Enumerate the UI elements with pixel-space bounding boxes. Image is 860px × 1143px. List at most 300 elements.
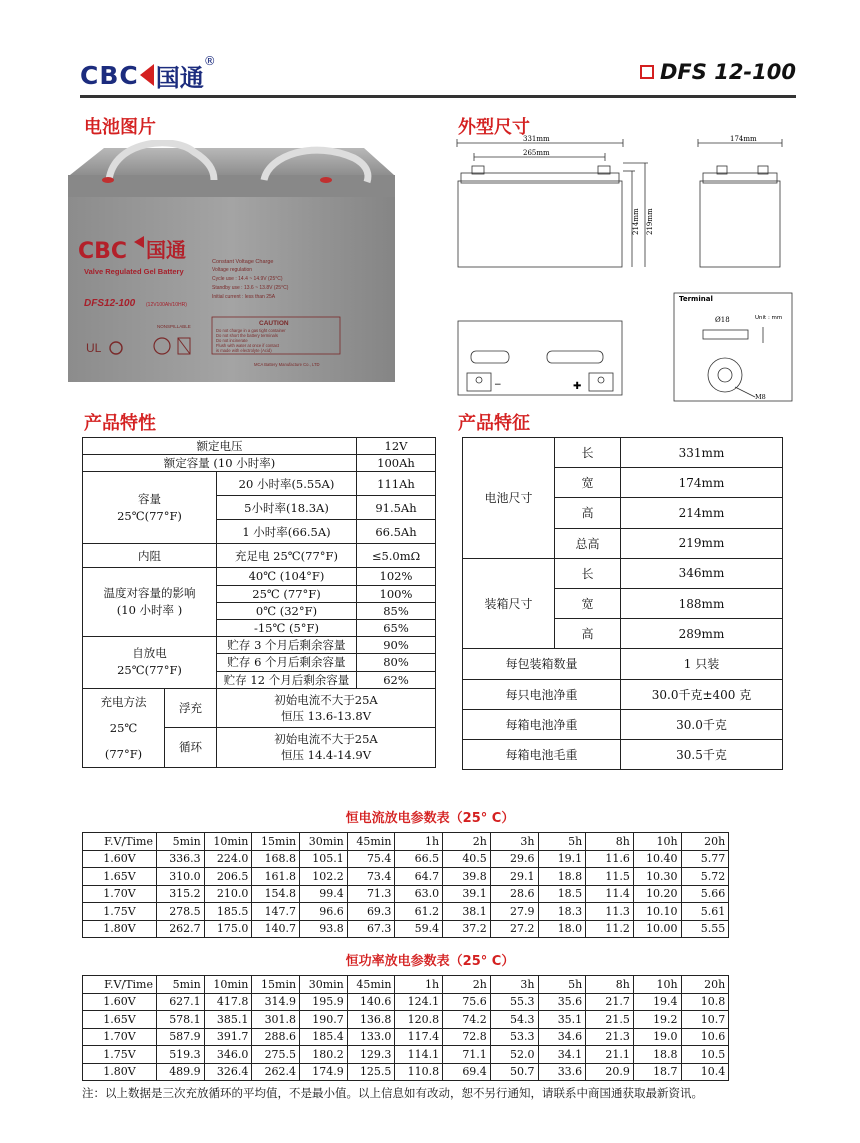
terminal-drawing [703, 327, 763, 397]
caution-title: CAUTION [259, 320, 289, 327]
table-cell: 贮存 12 个月后剩余容量 [217, 671, 357, 688]
table-row [463, 438, 783, 468]
table-cell: 29.1 [490, 868, 538, 886]
table-cell: 39.8 [443, 868, 491, 886]
table-cell: 54.3 [490, 1011, 538, 1029]
table-row [83, 850, 777, 868]
table-cell: 10.5 [681, 1046, 729, 1064]
table-cell: 34.1 [538, 1046, 586, 1064]
table-cell: 1.75V [83, 1046, 157, 1064]
table-cell: 25℃ (77°F) [217, 585, 357, 602]
table-cell: 1.75V [83, 903, 157, 921]
table-cell: 66.5Ah [357, 520, 436, 544]
table-cell: 循环 [165, 727, 217, 767]
table-cell: 102% [357, 568, 436, 585]
table-cell: 11.4 [586, 885, 634, 903]
table-cell: 27.2 [490, 920, 538, 938]
photo-brand-cn: 国通 [146, 238, 186, 262]
table-row [83, 438, 436, 455]
cycle-line-1: 初始电流不大于25A [274, 732, 378, 747]
table-cell: 175.0 [204, 920, 252, 938]
table-cell: 10.20 [633, 885, 681, 903]
table-cell: 346mm [621, 558, 783, 588]
table-cell: 21.1 [586, 1046, 634, 1064]
power-discharge-table [82, 975, 777, 1081]
table-cell: 10.40 [633, 850, 681, 868]
front-view [457, 139, 648, 267]
caution-line-5: is made with electrolyte (Acid) [216, 348, 272, 353]
features-table [82, 437, 436, 768]
charge-method-label-cell [83, 688, 165, 767]
table-header-cell: 10min [204, 833, 252, 851]
table-cell: 1.80V [83, 1063, 157, 1081]
table-cell: 18.3 [538, 903, 586, 921]
table-cell: 219mm [621, 528, 783, 558]
table-cell: 262.4 [252, 1063, 300, 1081]
height-label: 214mm [632, 208, 640, 235]
table-cell: 125.5 [347, 1063, 395, 1081]
registered-mark: ® [203, 54, 216, 68]
capacity-temp: 25℃(77°F) [117, 508, 182, 523]
header-divider [80, 95, 796, 98]
table-cell: 578.1 [157, 1011, 205, 1029]
table-header-cell: 20h [681, 976, 729, 994]
table-cell: 289mm [621, 619, 783, 649]
table-cell: 100Ah [357, 455, 436, 472]
table-cell: 336.3 [157, 850, 205, 868]
side-view [698, 139, 782, 267]
terminal-box [674, 293, 792, 401]
table-header-cell: 3h [490, 976, 538, 994]
table-cell: 19.1 [538, 850, 586, 868]
nonspillable-label: NONSPILLABLE [157, 324, 191, 329]
table-cell: 35.6 [538, 993, 586, 1011]
table-cell: 1 小时率(66.5A) [217, 520, 357, 544]
table-cell: 140.7 [252, 920, 300, 938]
top-view [458, 321, 622, 395]
table-row [83, 568, 436, 585]
table-cell: 114.1 [395, 1046, 443, 1064]
capacity-label: 容量 [138, 491, 161, 506]
table-cell: 21.7 [586, 993, 634, 1011]
table-cell: 55.3 [490, 993, 538, 1011]
footnote: 注：以上数据是三次充放循环的平均值，不是最小值。以上信息如有改动，恕不另行通知，请联系中商国通获取最新资讯。 [82, 1086, 703, 1100]
table-cell: 30.0千克 [621, 709, 783, 739]
table-cell: ≤5.0mΩ [357, 544, 436, 568]
photo-subtitle: Valve Regulated Gel Battery [84, 267, 184, 276]
table-header-cell: 2h [443, 976, 491, 994]
table-header-cell: 30min [300, 976, 348, 994]
table-cell: 贮存 6 个月后剩余容量 [217, 654, 357, 671]
table-header-cell: 30min [300, 833, 348, 851]
table-header-cell: 1h [395, 833, 443, 851]
table-cell: 19.0 [633, 1028, 681, 1046]
table-cell: 331mm [621, 438, 783, 468]
table-cell: 1.65V [83, 1011, 157, 1029]
table-cell: 1.65V [83, 868, 157, 886]
table-cell: 37.2 [443, 920, 491, 938]
table-cell: 85% [357, 602, 436, 619]
table-header-cell: 8h [586, 976, 634, 994]
charge-method-temp-f: (77°F) [104, 746, 143, 761]
table-cell: 71.3 [347, 885, 395, 903]
charge-method-temp: 25℃ [109, 720, 138, 735]
table-cell: -15℃ (5°F) [217, 619, 357, 636]
photo-model: DFS12-100 [84, 298, 136, 309]
table-cell: 69.4 [443, 1063, 491, 1081]
table-cell: 188mm [621, 588, 783, 618]
photo-standby: Standby use : 13.6 ~ 13.8V (25°C) [212, 285, 289, 291]
table-row [83, 885, 777, 903]
photo-charge-title: Constant Voltage Charge [212, 259, 274, 265]
self-discharge-label-cell [83, 637, 217, 689]
table-cell: 40℃ (104°F) [217, 568, 357, 585]
table-cell: 224.0 [204, 850, 252, 868]
table-cell: 301.8 [252, 1011, 300, 1029]
float-cell [217, 688, 436, 727]
table-cell: 20.9 [586, 1063, 634, 1081]
table-header-cell: F.V/Time [83, 833, 157, 851]
table-cell: 21.3 [586, 1028, 634, 1046]
table-cell: 65% [357, 619, 436, 636]
self-discharge-label: 自放电 [132, 646, 167, 661]
table-cell: 278.5 [157, 903, 205, 921]
table-cell: 66.5 [395, 850, 443, 868]
table-cell: 10.4 [681, 1063, 729, 1081]
table-cell: 50.7 [490, 1063, 538, 1081]
table-header-row [83, 833, 777, 851]
table-cell: 262.7 [157, 920, 205, 938]
table-cell: 1.80V [83, 920, 157, 938]
table-header-cell: 45min [347, 976, 395, 994]
dimension-drawings [455, 135, 795, 405]
float-line-1: 初始电流不大于25A [274, 692, 378, 707]
table-cell: 120.8 [395, 1011, 443, 1029]
table-cell: 11.2 [586, 920, 634, 938]
table-cell: 19.2 [633, 1011, 681, 1029]
table-cell: 29.6 [490, 850, 538, 868]
table-cell: 168.8 [252, 850, 300, 868]
table-cell: 73.4 [347, 868, 395, 886]
checkbox-square-icon [640, 65, 654, 79]
photo-cycle: Cycle use : 14.4 ~ 14.9V (25°C) [212, 276, 283, 282]
photo-brand: CBC [78, 239, 128, 264]
capacity-label-cell [83, 472, 217, 544]
table-cell: 1.70V [83, 885, 157, 903]
table-row [463, 709, 783, 739]
table-cell: 346.0 [204, 1046, 252, 1064]
caution-line-4: Flush with water at once if contact [216, 343, 280, 348]
table-cell: 长 [555, 438, 621, 468]
table-cell: 206.5 [204, 868, 252, 886]
dims-section-title: 外型尺寸 [458, 117, 530, 138]
table-header-cell: 10min [204, 976, 252, 994]
table-cell: 11.6 [586, 850, 634, 868]
table-header-cell: 20h [681, 833, 729, 851]
table-row [83, 455, 436, 472]
table-header-cell: 8h [586, 833, 634, 851]
table-cell: 519.3 [157, 1046, 205, 1064]
table-row [463, 558, 783, 588]
table-header-row [83, 976, 777, 994]
table-cell: 0℃ (32°F) [217, 602, 357, 619]
table-cell: 140.6 [347, 993, 395, 1011]
table-cell: 30.5千克 [621, 739, 783, 769]
model-title: DFS 12-100 [660, 60, 796, 84]
total-height-label: 219mm [646, 208, 654, 235]
terminal-dia-label: Ø18 [715, 316, 730, 324]
table-cell: 75.6 [443, 993, 491, 1011]
table-cell: 417.8 [204, 993, 252, 1011]
len-label: 331mm [523, 135, 550, 143]
table-cell: 12V [357, 438, 436, 455]
table-cell: 111Ah [357, 472, 436, 496]
table-cell: 52.0 [490, 1046, 538, 1064]
power-table-title: 恒功率放电参数表（25° C） [345, 954, 515, 969]
table-cell: 高 [555, 619, 621, 649]
table-cell: 21.5 [586, 1011, 634, 1029]
table-cell: 110.8 [395, 1063, 443, 1081]
table-cell: 75.4 [347, 850, 395, 868]
table-cell: 27.9 [490, 903, 538, 921]
table-cell: 10.8 [681, 993, 729, 1011]
current-table-body [83, 833, 777, 938]
table-cell: 90% [357, 637, 436, 654]
table-cell: 内阻 [83, 544, 217, 568]
table-cell: 33.6 [538, 1063, 586, 1081]
table-cell: 63.0 [395, 885, 443, 903]
table-cell: 5.66 [681, 885, 729, 903]
table-cell: 96.6 [300, 903, 348, 921]
table-cell: 69.3 [347, 903, 395, 921]
logo-text: CBC [80, 60, 139, 90]
unit-label: Unit : mm [755, 315, 783, 321]
table-cell: 185.5 [204, 903, 252, 921]
table-cell: 180.2 [300, 1046, 348, 1064]
table-row [83, 1063, 777, 1081]
table-row [83, 868, 777, 886]
table-cell: 18.5 [538, 885, 586, 903]
table-cell: 161.8 [252, 868, 300, 886]
table-cell: 326.4 [204, 1063, 252, 1081]
table-row [83, 544, 436, 568]
table-cell: 5.77 [681, 850, 729, 868]
table-cell: 18.7 [633, 1063, 681, 1081]
table-cell: 1.60V [83, 993, 157, 1011]
battery-photo [64, 140, 401, 385]
table-cell: 385.1 [204, 1011, 252, 1029]
table-cell: 489.9 [157, 1063, 205, 1081]
table-cell: 高 [555, 498, 621, 528]
table-cell: 每包装箱数量 [463, 649, 621, 679]
table-cell: 67.3 [347, 920, 395, 938]
table-cell: 10.00 [633, 920, 681, 938]
temp-effect-label-cell [83, 568, 217, 637]
charge-method-label: 充电方法 [100, 694, 147, 709]
photo-section-title: 电池图片 [84, 117, 156, 138]
table-cell: 18.0 [538, 920, 586, 938]
caution-line-1: Do not charge in a gas tight container [216, 328, 286, 333]
table-cell: 18.8 [633, 1046, 681, 1064]
table-cell: 314.9 [252, 993, 300, 1011]
table-header-cell: 15min [252, 976, 300, 994]
table-cell: 11.5 [586, 868, 634, 886]
table-cell: 310.0 [157, 868, 205, 886]
table-cell: 38.1 [443, 903, 491, 921]
bolt-label: M8 [755, 393, 766, 401]
cycle-cell [217, 727, 436, 767]
table-cell: 105.1 [300, 850, 348, 868]
table-cell: 34.6 [538, 1028, 586, 1046]
table-header-cell: 5h [538, 976, 586, 994]
minus-icon: − [494, 380, 502, 390]
table-cell: 19.4 [633, 993, 681, 1011]
table-row [83, 1046, 777, 1064]
current-table-title: 恒电流放电参数表（25° C） [345, 811, 515, 826]
table-cell: 贮存 3 个月后剩余容量 [217, 637, 357, 654]
table-header-cell: 10h [633, 833, 681, 851]
table-cell: 1.70V [83, 1028, 157, 1046]
table-cell: 391.7 [204, 1028, 252, 1046]
table-cell: 40.5 [443, 850, 491, 868]
table-cell: 99.4 [300, 885, 348, 903]
photo-initial: Initial current : less than 25A [212, 294, 276, 300]
photo-model-rating: (12V100Ah/10HR) [146, 302, 187, 308]
table-cell: 每只电池净重 [463, 679, 621, 709]
logo-arrow-icon [140, 64, 154, 86]
temp-effect-sub: (10 小时率 ) [116, 603, 183, 618]
len-inner-label: 265mm [523, 149, 550, 157]
table-cell: 147.7 [252, 903, 300, 921]
table-row [83, 637, 436, 654]
table-cell: 浮充 [165, 688, 217, 727]
plus-icon: ✚ [573, 381, 582, 392]
table-cell: 129.3 [347, 1046, 395, 1064]
table-cell: 62% [357, 671, 436, 688]
float-line-2: 恒压 13.6-13.8V [280, 708, 372, 723]
temp-effect-label: 温度对容量的影响 [103, 586, 196, 601]
table-cell: 总高 [555, 528, 621, 558]
table-row [83, 993, 777, 1011]
table-row [463, 649, 783, 679]
table-cell: 71.1 [443, 1046, 491, 1064]
table-cell: 10.6 [681, 1028, 729, 1046]
table-header-cell: 3h [490, 833, 538, 851]
table-cell: 20 小时率(5.55A) [217, 472, 357, 496]
table-cell: 每箱电池净重 [463, 709, 621, 739]
table-cell: 136.8 [347, 1011, 395, 1029]
table-cell: 133.0 [347, 1028, 395, 1046]
table-cell: 124.1 [395, 993, 443, 1011]
table-cell: 10.7 [681, 1011, 729, 1029]
table-row [83, 688, 436, 727]
photo-maker: MCA Battery Manufacture Co., LTD [254, 362, 320, 367]
table-cell: 5.72 [681, 868, 729, 886]
width-label: 174mm [730, 135, 757, 143]
logo-cn: 国通 [155, 63, 204, 92]
power-table-body [83, 976, 777, 1081]
table-cell: 10.30 [633, 868, 681, 886]
table-cell: 宽 [555, 468, 621, 498]
table-row [83, 903, 777, 921]
table-cell: 1.60V [83, 850, 157, 868]
table-cell: 61.2 [395, 903, 443, 921]
table-row [83, 920, 777, 938]
table-cell: 210.0 [204, 885, 252, 903]
table-cell: 102.2 [300, 868, 348, 886]
table-header-cell: 45min [347, 833, 395, 851]
table-cell: 额定电压 [83, 438, 357, 455]
table-cell: 10.10 [633, 903, 681, 921]
table-cell: 5小时率(18.3A) [217, 496, 357, 520]
caution-line-2: Do not short the battery terminals [216, 333, 278, 338]
table-cell: 宽 [555, 588, 621, 618]
table-cell: 288.6 [252, 1028, 300, 1046]
model-heading [640, 60, 796, 84]
table-cell: 185.4 [300, 1028, 348, 1046]
table-header-cell: 5min [157, 976, 205, 994]
table-header-cell: 5min [157, 833, 205, 851]
table-header-cell: 10h [633, 976, 681, 994]
table-cell: 每箱电池毛重 [463, 739, 621, 769]
self-discharge-temp: 25℃(77°F) [117, 663, 182, 678]
table-cell: 30.0千克±400 克 [621, 679, 783, 709]
table-cell: 72.8 [443, 1028, 491, 1046]
table-cell: 5.55 [681, 920, 729, 938]
table-cell: 275.5 [252, 1046, 300, 1064]
table-cell: 174.9 [300, 1063, 348, 1081]
table-cell: 额定容量 (10 小时率) [83, 455, 357, 472]
photo-charge-sub: Voltage regulation [212, 267, 253, 273]
table-row [463, 739, 783, 769]
ul-icon: UL [86, 341, 102, 355]
table-cell: 59.4 [395, 920, 443, 938]
brand-logo [80, 54, 216, 92]
table-cell: 587.9 [157, 1028, 205, 1046]
table-cell: 长 [555, 558, 621, 588]
table-cell: 53.3 [490, 1028, 538, 1046]
table-cell: 5.61 [681, 903, 729, 921]
table-cell: 93.8 [300, 920, 348, 938]
table-cell: 214mm [621, 498, 783, 528]
table-cell: 315.2 [157, 885, 205, 903]
table-cell: 117.4 [395, 1028, 443, 1046]
table-row [83, 1011, 777, 1029]
table-header-cell: F.V/Time [83, 976, 157, 994]
table-cell: 11.3 [586, 903, 634, 921]
table-cell: 154.8 [252, 885, 300, 903]
table-cell: 80% [357, 654, 436, 671]
specs-table [462, 437, 783, 770]
table-row [83, 1028, 777, 1046]
terminal-label: Terminal [679, 295, 713, 303]
table-header-cell: 5h [538, 833, 586, 851]
table-cell: 28.6 [490, 885, 538, 903]
table-header-cell: 15min [252, 833, 300, 851]
table-cell: 装箱尺寸 [463, 558, 555, 649]
features-section-title: 产品特性 [84, 413, 156, 434]
table-cell: 195.9 [300, 993, 348, 1011]
table-row [83, 472, 436, 496]
table-header-cell: 1h [395, 976, 443, 994]
table-cell: 1 只装 [621, 649, 783, 679]
table-cell: 91.5Ah [357, 496, 436, 520]
cycle-line-2: 恒压 14.4-14.9V [280, 748, 372, 763]
table-header-cell: 2h [443, 833, 491, 851]
table-cell: 35.1 [538, 1011, 586, 1029]
current-discharge-table [82, 832, 777, 938]
table-cell: 电池尺寸 [463, 438, 555, 559]
